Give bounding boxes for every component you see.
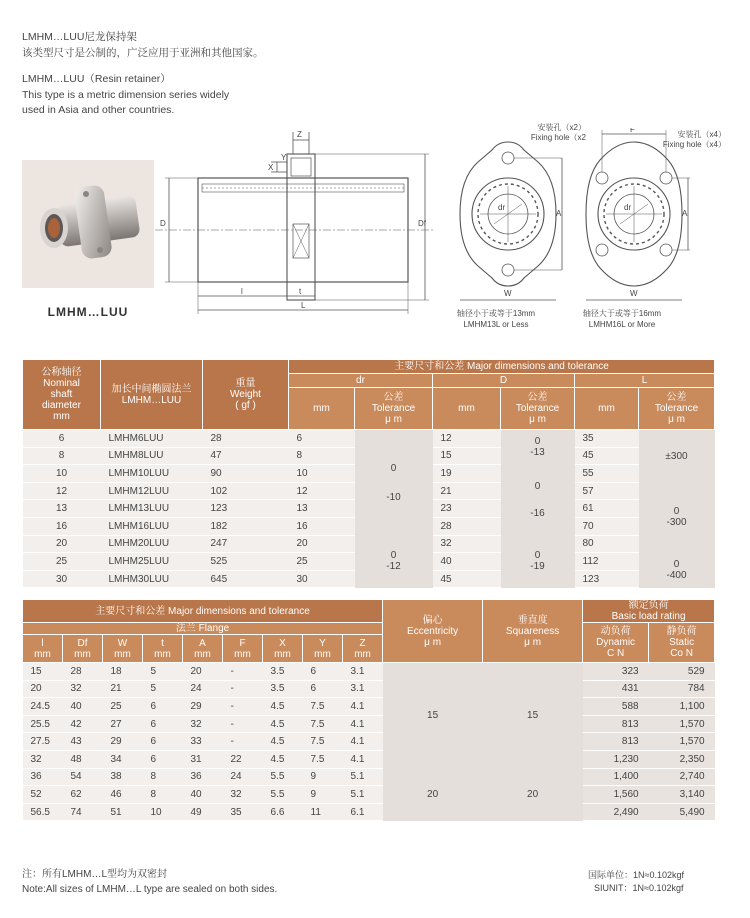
- cell: 52: [23, 786, 63, 804]
- cell: 5.5: [263, 768, 303, 786]
- D-tol-group-a: 0 -13: [501, 430, 575, 465]
- caption-small-size: 轴径小于或等于13mm LMHM13L or Less: [456, 309, 536, 329]
- cell: 7.5: [303, 715, 343, 733]
- cell: 16: [23, 517, 101, 535]
- cell: 5: [143, 663, 183, 681]
- cell: 2,350: [649, 750, 715, 768]
- cell: 36: [183, 768, 223, 786]
- cell: 62: [63, 786, 103, 804]
- description-en: This type is a metric dimension series widely used in Asia and other countries.: [22, 89, 230, 116]
- cell: 12: [23, 482, 101, 500]
- cell: 1,570: [649, 715, 715, 733]
- cell: 6: [143, 698, 183, 716]
- cell: 5.5: [263, 786, 303, 804]
- cell: 123: [203, 500, 289, 518]
- cell: 10: [23, 465, 101, 483]
- cell: LMHM25LUU: [101, 553, 203, 571]
- cell: 11: [303, 803, 343, 821]
- cell: 6: [289, 430, 355, 448]
- cell: 6: [303, 663, 343, 681]
- title-en: LMHM…LUU（Resin retainer）: [22, 73, 171, 85]
- cell: 4.5: [263, 733, 303, 751]
- cell: 4.5: [263, 715, 303, 733]
- table-row: [23, 733, 715, 751]
- cell: -: [223, 733, 263, 751]
- cell: LMHM20LUU: [101, 535, 203, 553]
- col-dynamic: 动负荷 Dynamic C N: [583, 623, 649, 663]
- cell: 6: [143, 715, 183, 733]
- cell: 90: [203, 465, 289, 483]
- cell: 102: [203, 482, 289, 500]
- cell: 20: [183, 663, 223, 681]
- cell: 5.1: [343, 786, 383, 804]
- table-row: [23, 768, 715, 786]
- dim-dr-large: dr: [624, 203, 632, 212]
- D-tol-group-c: 0 -19: [501, 535, 575, 588]
- fixing-hole-label-x2: 安装孔（x2） Fixing hole（x2: [530, 123, 586, 142]
- col-load-rating: 额定负荷 Basic load rating: [583, 600, 715, 623]
- col-squareness: 垂直度 Squareness μ m: [483, 600, 583, 663]
- cell: 34: [103, 750, 143, 768]
- cell: 80: [575, 535, 639, 553]
- cell: 30: [23, 570, 101, 588]
- cell: 15: [433, 447, 501, 465]
- cell: 22: [223, 750, 263, 768]
- cell: LMHM8LUU: [101, 447, 203, 465]
- cell: 25: [103, 698, 143, 716]
- cell: 645: [203, 570, 289, 588]
- cell: 3.5: [263, 663, 303, 681]
- cell: 18: [103, 663, 143, 681]
- cell: 7.5: [303, 698, 343, 716]
- dim-x: X: [268, 163, 274, 172]
- D-tolerance: 公差 Tolerance μ m: [501, 388, 575, 430]
- cell: 20: [289, 535, 355, 553]
- cell: 112: [575, 553, 639, 571]
- cell: 12: [433, 430, 501, 448]
- col-eccentricity: 偏心 Eccentricity μ m: [383, 600, 483, 663]
- cell: 247: [203, 535, 289, 553]
- cell: -: [223, 663, 263, 681]
- cell: 13: [23, 500, 101, 518]
- cell: 40: [183, 786, 223, 804]
- cell: 813: [583, 733, 649, 751]
- cell: 21: [103, 680, 143, 698]
- cell: 46: [103, 786, 143, 804]
- cell: -: [223, 680, 263, 698]
- cell: 4.1: [343, 733, 383, 751]
- cell: LMHM30LUU: [101, 570, 203, 588]
- cell: 29: [183, 698, 223, 716]
- col-dr: dr: [289, 374, 433, 388]
- cell: 47: [203, 447, 289, 465]
- table-row: [23, 698, 715, 716]
- D-mm: mm: [433, 388, 501, 430]
- bearing-illustration: [22, 160, 154, 288]
- col-w: W mm: [103, 635, 143, 663]
- col-L: L: [575, 374, 715, 388]
- cell: 6.6: [263, 803, 303, 821]
- table-row: [23, 535, 715, 553]
- dr-tolerance: 公差 Tolerance μ m: [355, 388, 433, 430]
- flange-header: 法兰 Flange: [23, 623, 383, 635]
- major-dimensions-header-2: 主要尺寸和公差 Major dimensions and tolerance: [23, 600, 383, 623]
- col-l: l mm: [23, 635, 63, 663]
- cell: 8: [143, 786, 183, 804]
- cell: 33: [183, 733, 223, 751]
- cell: 525: [203, 553, 289, 571]
- dim-a-large: A: [682, 209, 688, 218]
- col-a: A mm: [183, 635, 223, 663]
- table-row: [23, 663, 715, 681]
- cell: LMHM13LUU: [101, 500, 203, 518]
- cell: 45: [433, 570, 501, 588]
- cell: 35: [223, 803, 263, 821]
- cell: 56.5: [23, 803, 63, 821]
- cell: 31: [183, 750, 223, 768]
- cell: 16: [289, 517, 355, 535]
- cell: 27: [103, 715, 143, 733]
- cell: 30: [289, 570, 355, 588]
- cell: 20: [23, 680, 63, 698]
- cell: 8: [143, 768, 183, 786]
- cell: 123: [575, 570, 639, 588]
- col-df: Df mm: [63, 635, 103, 663]
- dim-a: A: [556, 209, 562, 218]
- cell: LMHM10LUU: [101, 465, 203, 483]
- cell: 28: [63, 663, 103, 681]
- dim-w-large: W: [630, 289, 638, 298]
- cell: 42: [63, 715, 103, 733]
- photo-caption: LMHM…LUU: [47, 305, 129, 319]
- cell: 4.1: [343, 698, 383, 716]
- table-row: [23, 715, 715, 733]
- cell: 1,570: [649, 733, 715, 751]
- cell: 19: [433, 465, 501, 483]
- table-row: [23, 430, 715, 448]
- col-x: X mm: [263, 635, 303, 663]
- dim-d: D: [160, 219, 166, 228]
- cell: 36: [23, 768, 63, 786]
- cell: 6: [303, 680, 343, 698]
- cell: 6: [143, 750, 183, 768]
- dim-z: Z: [297, 130, 302, 139]
- unit-si: SIUNIT：1N≈0.102kgf: [594, 883, 684, 893]
- dim-df: Df: [418, 219, 426, 228]
- cell: 28: [203, 430, 289, 448]
- flange-table: [22, 599, 715, 821]
- cell: 4.5: [263, 750, 303, 768]
- cell: -: [223, 715, 263, 733]
- cell: 38: [103, 768, 143, 786]
- cell: 7.5: [303, 750, 343, 768]
- L-tol-group-c: 0 -400: [639, 553, 715, 588]
- cell: 182: [203, 517, 289, 535]
- col-y: Y mm: [303, 635, 343, 663]
- dr-tol-group-a: 0 -10: [355, 430, 433, 536]
- col-model: 加长中间椭圆法兰 LMHM…LUU: [101, 360, 203, 430]
- note-cn: 注：所有LMHM…L型均为双密封: [22, 869, 168, 880]
- squareness-group-a: 15: [483, 663, 583, 769]
- cell: 24: [183, 680, 223, 698]
- col-z: Z mm: [343, 635, 383, 663]
- cell: 588: [583, 698, 649, 716]
- cell: 25: [23, 553, 101, 571]
- caption-large-size: 轴径大于或等于16mm LMHM16L or More: [582, 309, 662, 329]
- cell: 2,490: [583, 803, 649, 821]
- L-tol-group-b: 0 -300: [639, 482, 715, 552]
- cell: 32: [183, 715, 223, 733]
- cell: 323: [583, 663, 649, 681]
- dim-t: t: [299, 287, 302, 296]
- cell: 24: [223, 768, 263, 786]
- cell: 40: [433, 553, 501, 571]
- cell: 70: [575, 517, 639, 535]
- L-tol-group-a: ±300: [639, 430, 715, 483]
- cell: 2,740: [649, 768, 715, 786]
- cell: 43: [63, 733, 103, 751]
- fixing-hole-label-x4: 安装孔（x4） Fixing hole（x4）: [662, 130, 726, 149]
- major-dimensions-header: 主要尺寸和公差 Major dimensions and tolerance: [289, 360, 715, 374]
- cell: 8: [23, 447, 101, 465]
- L-tolerance: 公差 Tolerance μ m: [639, 388, 715, 430]
- col-nominal: 公称轴径 Nominal shaft diameter mm: [23, 360, 101, 430]
- cell: 32: [23, 750, 63, 768]
- cell: 55: [575, 465, 639, 483]
- cell: 10: [143, 803, 183, 821]
- col-t: t mm: [143, 635, 183, 663]
- eccentricity-group-a: 15: [383, 663, 483, 769]
- cell: 35: [575, 430, 639, 448]
- dr-mm: mm: [289, 388, 355, 430]
- cell: 74: [63, 803, 103, 821]
- cell: 3.1: [343, 663, 383, 681]
- dr-tol-group-b: 0 -12: [355, 535, 433, 588]
- dim-f: F: [630, 128, 635, 134]
- cell: 48: [63, 750, 103, 768]
- cell: 1,230: [583, 750, 649, 768]
- cell: 32: [223, 786, 263, 804]
- table-row: [23, 786, 715, 804]
- col-static: 静负荷 Static Co N: [649, 623, 715, 663]
- cell: 1,100: [649, 698, 715, 716]
- cell: 9: [303, 768, 343, 786]
- cell: 25.5: [23, 715, 63, 733]
- dim-w: W: [504, 289, 512, 298]
- cell: 5,490: [649, 803, 715, 821]
- col-f: F mm: [223, 635, 263, 663]
- cell: LMHM12LUU: [101, 482, 203, 500]
- cell: 15: [23, 663, 63, 681]
- cell: 431: [583, 680, 649, 698]
- side-view-drawing: [155, 128, 440, 323]
- dimensions-table: [22, 359, 715, 588]
- cell: 4.1: [343, 750, 383, 768]
- cell: 6.1: [343, 803, 383, 821]
- cell: -: [223, 698, 263, 716]
- cell: 54: [63, 768, 103, 786]
- cell: LMHM6LUU: [101, 430, 203, 448]
- dim-L: L: [301, 301, 306, 310]
- cell: 28: [433, 517, 501, 535]
- L-mm: mm: [575, 388, 639, 430]
- cell: 9: [303, 786, 343, 804]
- cell: 21: [433, 482, 501, 500]
- col-weight: 重量 Weight ( gf ): [203, 360, 289, 430]
- cell: 24.5: [23, 698, 63, 716]
- cell: 6: [143, 733, 183, 751]
- note-en: Note:All sizes of LMHM…L type are sealed on both sides.: [22, 884, 278, 895]
- cell: 1,400: [583, 768, 649, 786]
- table-row: [23, 803, 715, 821]
- cell: 51: [103, 803, 143, 821]
- cell: 29: [103, 733, 143, 751]
- cell: 1,560: [583, 786, 649, 804]
- cell: 5.1: [343, 768, 383, 786]
- title-cn: LMHM…LUU尼龙保持架: [22, 31, 137, 43]
- col-D: D: [433, 374, 575, 388]
- cell: 4.5: [263, 698, 303, 716]
- cell: 6: [23, 430, 101, 448]
- front-view-small-drawing: [452, 128, 564, 313]
- squareness-group-b: 20: [483, 768, 583, 821]
- cell: 25: [289, 553, 355, 571]
- cell: 7.5: [303, 733, 343, 751]
- cell: 57: [575, 482, 639, 500]
- cell: 4.1: [343, 715, 383, 733]
- front-view-large-drawing: [576, 128, 692, 313]
- cell: 3.1: [343, 680, 383, 698]
- table-row: [23, 680, 715, 698]
- cell: 40: [63, 698, 103, 716]
- dim-y: Y: [281, 153, 287, 162]
- cell: 813: [583, 715, 649, 733]
- cell: 27.5: [23, 733, 63, 751]
- unit-cn: 国际单位：1N≈0.102kgf: [588, 870, 684, 880]
- cell: 3,140: [649, 786, 715, 804]
- eccentricity-group-b: 20: [383, 768, 483, 821]
- description-cn: 该类型尺寸是公制的，广泛应用于亚洲和其他国家。: [22, 47, 264, 59]
- cell: 10: [289, 465, 355, 483]
- cell: 784: [649, 680, 715, 698]
- cell: 23: [433, 500, 501, 518]
- cell: 5: [143, 680, 183, 698]
- cell: LMHM16LUU: [101, 517, 203, 535]
- cell: 12: [289, 482, 355, 500]
- product-photo: [22, 160, 154, 288]
- D-tol-group-b: 0 -16: [501, 465, 575, 535]
- cell: 13: [289, 500, 355, 518]
- cell: 8: [289, 447, 355, 465]
- table-row: [23, 750, 715, 768]
- dim-l: l: [241, 287, 243, 296]
- cell: 45: [575, 447, 639, 465]
- cell: 529: [649, 663, 715, 681]
- cell: 49: [183, 803, 223, 821]
- cell: 61: [575, 500, 639, 518]
- cell: 20: [23, 535, 101, 553]
- cell: 32: [433, 535, 501, 553]
- dim-dr: dr: [498, 203, 506, 212]
- cell: 3.5: [263, 680, 303, 698]
- cell: 32: [63, 680, 103, 698]
